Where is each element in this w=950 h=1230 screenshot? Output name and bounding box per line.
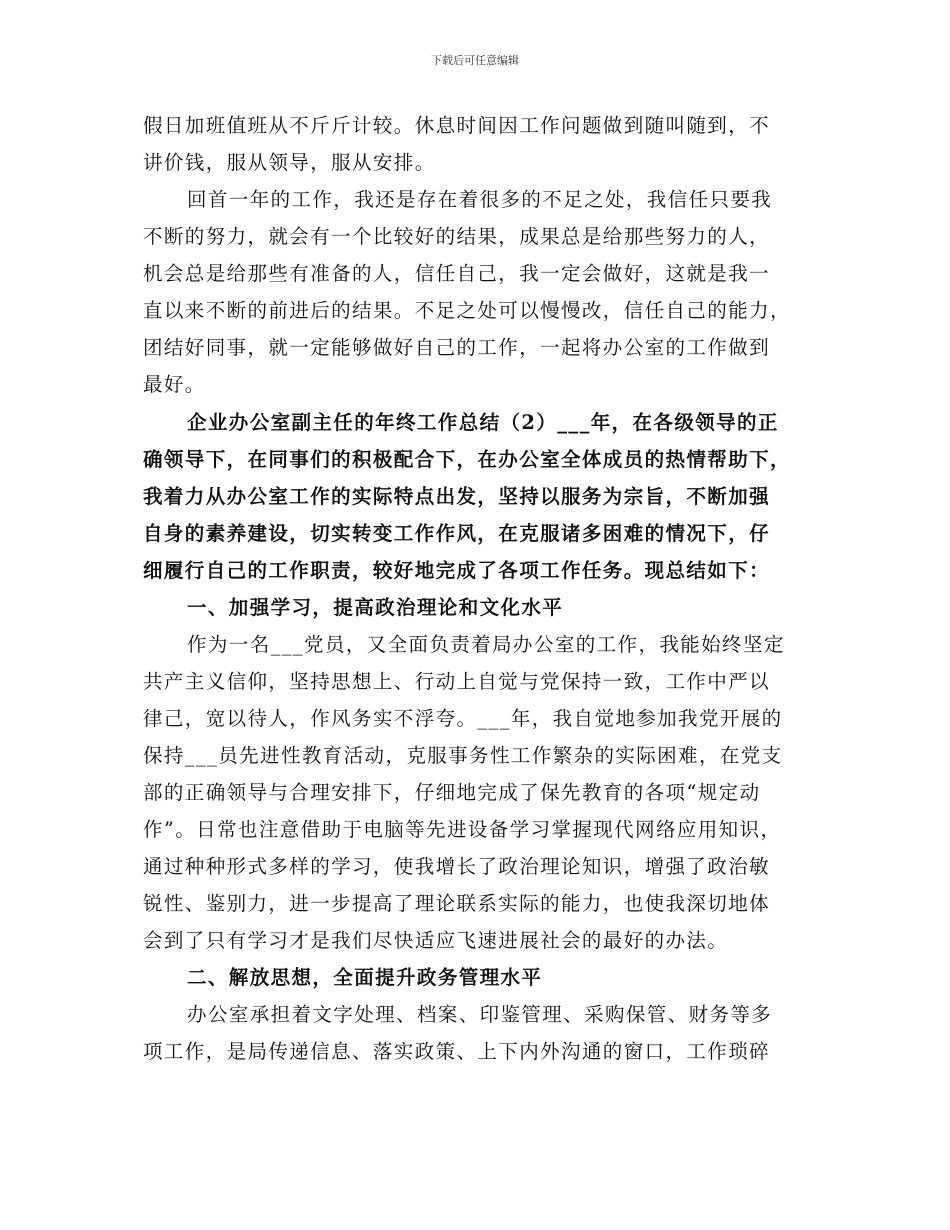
paragraph-line: 机会总是给那些有准备的人，信任自己，我一定会做好，这就是我一 — [143, 262, 771, 285]
paragraph-line: 回首一年的工作，我还是存在着很多的不足之处，我信任只要我 — [187, 188, 773, 211]
paragraph-line: 不断的努力，就会有一个比较好的结果，成果总是给那些努力的人， — [143, 225, 771, 248]
paragraph-line: 最好。 — [143, 373, 206, 396]
section-title-line: 自身的素养建设，切实转变工作作风，在克服诸多困难的情况下，仔 — [143, 522, 771, 545]
paragraph-line: 共产主义信仰，坚持思想上、行动上自觉与党保持一致，工作中严以 — [143, 670, 771, 693]
paragraph-line: 部的正确领导与合理安排下，仔细地完成了保先教育的各项“规定动 — [143, 781, 761, 804]
paragraph-line: 保持___员先进性教育活动，克服事务性工作繁杂的实际困难，在党支 — [143, 744, 783, 767]
section-title-line: 细履行自己的工作职责，较好地完成了各项工作任务。现总结如下： — [143, 559, 771, 582]
paragraph-line: 团结好同事，就一定能够做好自己的工作，一起将办公室的工作做到 — [143, 336, 771, 359]
paragraph-line: 律己，宽以待人，作风务实不浮夸。___年，我自觉地参加我党开展的 — [143, 707, 783, 730]
paragraph-line: 办公室承担着文字处理、档案、印鉴管理、采购保管、财务等多 — [187, 1003, 773, 1026]
heading-two: 二、解放思想，全面提升政务管理水平 — [187, 966, 543, 989]
paragraph-line: 通过种种形式多样的学习，使我增长了政治理论知识，增强了政治敏 — [143, 855, 771, 878]
paragraph-line: 项工作，是局传递信息、落实政策、上下内外沟通的窗口，工作琐碎 — [143, 1040, 771, 1063]
paragraph-line: 直以来不断的前进后的结果。不足之处可以慢慢改，信任自己的能力， — [143, 299, 791, 322]
paragraph-line: 假日加班值班从不斤斤计较。休息时间因工作问题做到随叫随到，不 — [143, 114, 771, 137]
heading-one: 一、加强学习，提高政治理论和文化水平 — [187, 596, 564, 619]
paragraph-line: 锐性、鉴别力，进一步提高了理论联系实际的能力，也使我深切地体 — [143, 892, 771, 915]
paragraph-line: 作”。日常也注意借助于电脑等先进设备学习掌握现代网络应用知识， — [143, 818, 782, 841]
paragraph-line: 作为一名___党员，又全面负责着局办公室的工作，我能始终坚定 — [187, 633, 785, 656]
paragraph-line: 讲价钱，服从领导，服从安排。 — [143, 151, 436, 174]
paragraph-line: 会到了只有学习才是我们尽快适应飞速进展社会的最好的办法。 — [143, 929, 729, 952]
page-header-note: 下载后可任意编辑 — [431, 54, 519, 67]
section-title-line: 企业办公室副主任的年终工作总结（2）___年，在各级领导的正 — [187, 411, 779, 434]
section-title-line: 确领导下，在同事们的积极配合下，在办公室全体成员的热情帮助下， — [143, 448, 791, 471]
section-title-line: 我着力从办公室工作的实际特点出发，坚持以服务为宗旨，不断加强 — [143, 485, 771, 508]
